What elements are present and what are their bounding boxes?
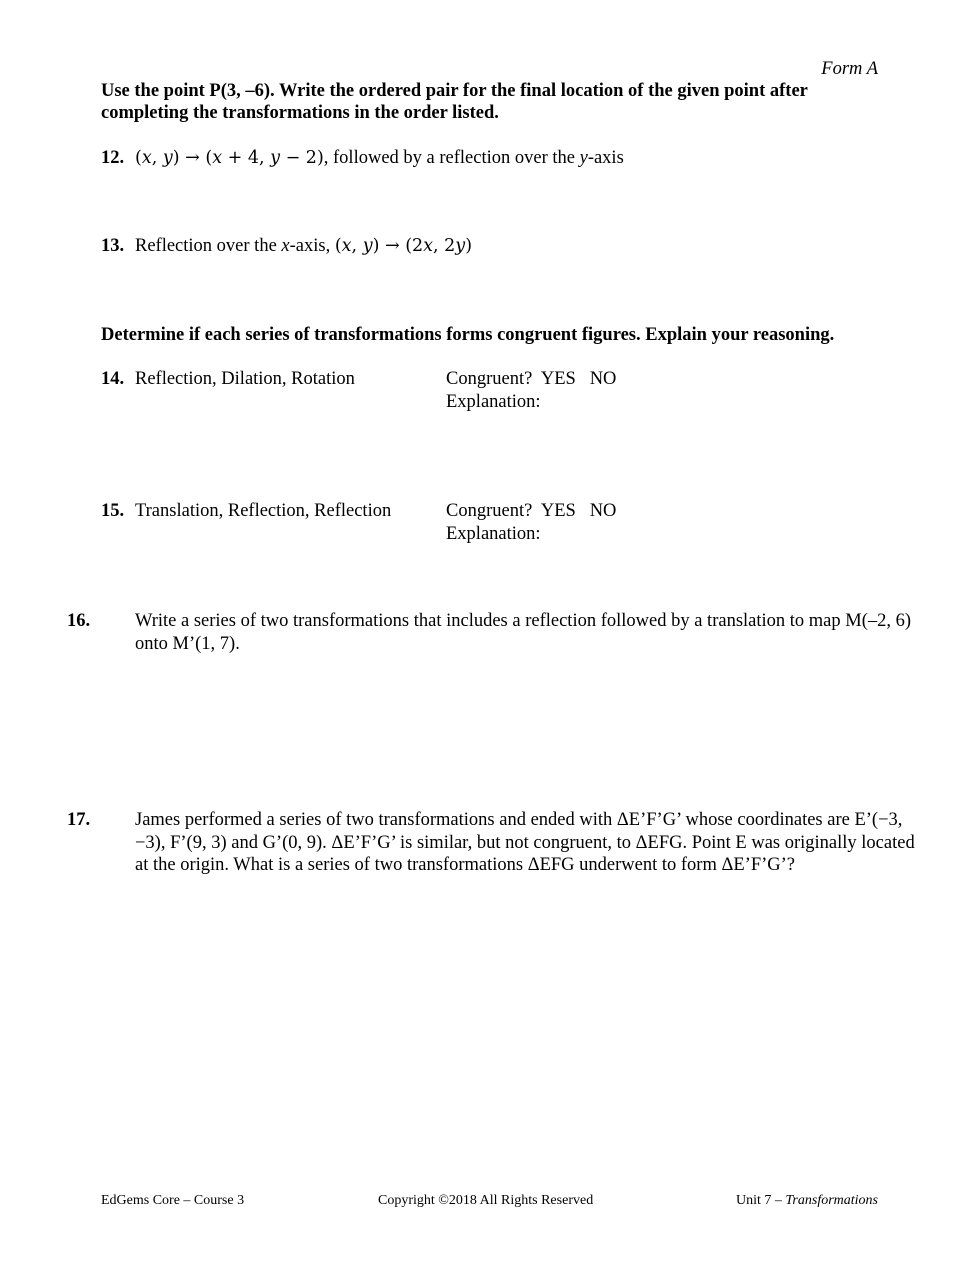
- section-instruction-2: Determine if each series of transformations forms congruent figures. Explain your reasoning.: [101, 325, 835, 345]
- mapping-rule: (x, y) → (2x, 2y): [334, 236, 473, 256]
- question-13: 13. Reflection over the x-axis, (x, y) → (2x, 2y): [101, 236, 473, 256]
- question-text: Reflection, Dilation, Rotation: [135, 369, 355, 389]
- question-15-answer-area: [446, 500, 616, 545]
- question-number: 14.: [101, 369, 125, 389]
- question-text: Translation, Reflection, Reflection: [135, 501, 392, 521]
- question-14-answer-area: [446, 368, 616, 413]
- footer-course: EdGems Core – Course 3: [101, 1193, 245, 1208]
- congruent-prompt: Congruent? YES NO: [446, 369, 617, 389]
- question-text: James performed a series of two transformations and ended with ΔE’F’G’ whose coordinates are E’(−3, −3), F’(9, 3) and G’(0, 9). ΔE’F’G’ is similar, but not congruent, to ΔEFG. Point E was originally located at the origin. What is a series of two transformations ΔEFG underwent to form ΔE’F’G’?: [135, 810, 915, 875]
- question-number: 15.: [101, 501, 125, 521]
- question-number: 16.: [67, 611, 91, 631]
- form-label: Form A: [821, 59, 878, 79]
- question-number: 17.: [67, 810, 91, 830]
- question-12: 12. (x, y) → (x + 4, y − 2), followed by a reflection over the y-axis: [101, 148, 624, 168]
- question-17: [67, 809, 915, 877]
- question-16: [67, 610, 915, 655]
- mapping-rule: (x, y) → (x + 4, y − 2): [135, 148, 324, 168]
- question-number: 13.: [101, 236, 125, 256]
- footer-copyright: Copyright ©2018 All Rights Reserved: [378, 1193, 594, 1208]
- footer-unit: Unit 7 – Transformations: [736, 1193, 878, 1208]
- section-instruction-1: Use the point P(3, –6). Write the ordered pair for the final location of the given point after completing the transformations in the order listed.: [101, 81, 808, 123]
- congruent-prompt: Congruent? YES NO: [446, 501, 617, 521]
- question-number: 12.: [101, 148, 125, 168]
- question-text: Write a series of two transformations that includes a reflection followed by a translation to map M(–2, 6) onto M’(1, 7).: [135, 611, 912, 654]
- explanation-label: Explanation:: [446, 391, 541, 412]
- explanation-label: Explanation:: [446, 523, 541, 544]
